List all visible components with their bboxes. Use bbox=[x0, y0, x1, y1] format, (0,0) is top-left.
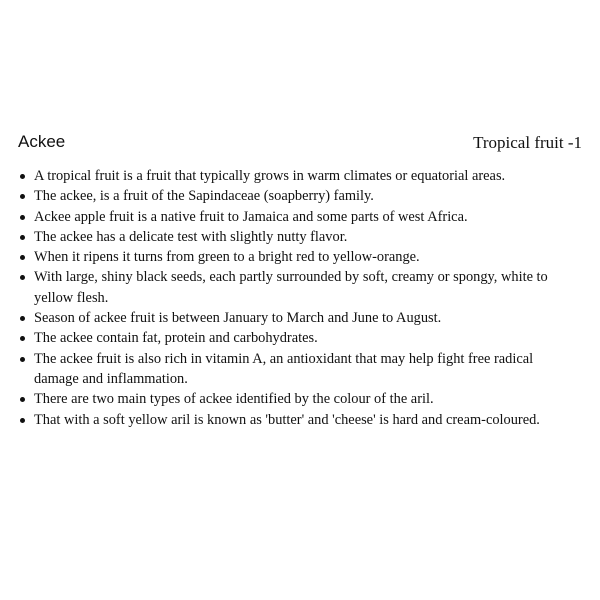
bullet-dot-icon bbox=[20, 255, 25, 260]
bullet-item bbox=[18, 186, 578, 206]
bullet-text: The ackee contain fat, protein and carbohydrates. bbox=[34, 330, 318, 347]
bullet-item bbox=[18, 207, 578, 227]
bullet-dot-icon bbox=[20, 418, 25, 423]
bullet-item bbox=[18, 328, 578, 348]
bullet-text: Ackee apple fruit is a native fruit to Jamaica and some parts of west Africa. bbox=[34, 208, 468, 225]
bullet-list bbox=[18, 166, 578, 430]
bullet-item bbox=[18, 247, 578, 267]
bullet-item bbox=[18, 349, 578, 390]
bullet-text: With large, shiny black seeds, each partly surrounded by soft, creamy or spongy, white to yellow flesh. bbox=[34, 269, 548, 306]
bullet-text: When it ripens it turns from green to a bright red to yellow-orange. bbox=[34, 249, 420, 266]
bullet-dot-icon bbox=[20, 357, 25, 362]
page-subtitle: Tropical fruit -1 bbox=[473, 133, 582, 152]
bullet-text: There are two main types of ackee identified by the colour of the aril. bbox=[34, 391, 434, 408]
bullet-text: That with a soft yellow aril is known as 'butter' and 'cheese' is hard and cream-coloured. bbox=[34, 411, 540, 428]
bullet-dot-icon bbox=[20, 235, 25, 240]
bullet-text: Season of ackee fruit is between January to March and June to August. bbox=[34, 310, 442, 327]
bullet-dot-icon bbox=[20, 397, 25, 402]
bullet-item bbox=[18, 410, 578, 430]
bullet-dot-icon bbox=[20, 275, 25, 280]
page-title: Ackee bbox=[18, 132, 66, 151]
bullet-dot-icon bbox=[20, 215, 25, 220]
bullet-item bbox=[18, 166, 578, 186]
bullet-text: The ackee, is a fruit of the Sapindaceae (soapberry) family. bbox=[34, 188, 374, 205]
bullet-item bbox=[18, 389, 578, 409]
bullet-dot-icon bbox=[20, 174, 25, 179]
bullet-text: The ackee fruit is also rich in vitamin A, an antioxidant that may help fight free radical damage and inflammation. bbox=[34, 350, 534, 387]
bullet-dot-icon bbox=[20, 316, 25, 321]
bullet-dot-icon bbox=[20, 194, 25, 199]
bullet-item bbox=[18, 227, 578, 247]
bullet-text: A tropical fruit is a fruit that typically grows in warm climates or equatorial areas. bbox=[34, 168, 506, 184]
bullet-item bbox=[18, 308, 578, 328]
bullet-item bbox=[18, 267, 578, 308]
bullet-dot-icon bbox=[20, 336, 25, 341]
bullet-text: The ackee has a delicate test with slightly nutty flavor. bbox=[34, 228, 348, 245]
